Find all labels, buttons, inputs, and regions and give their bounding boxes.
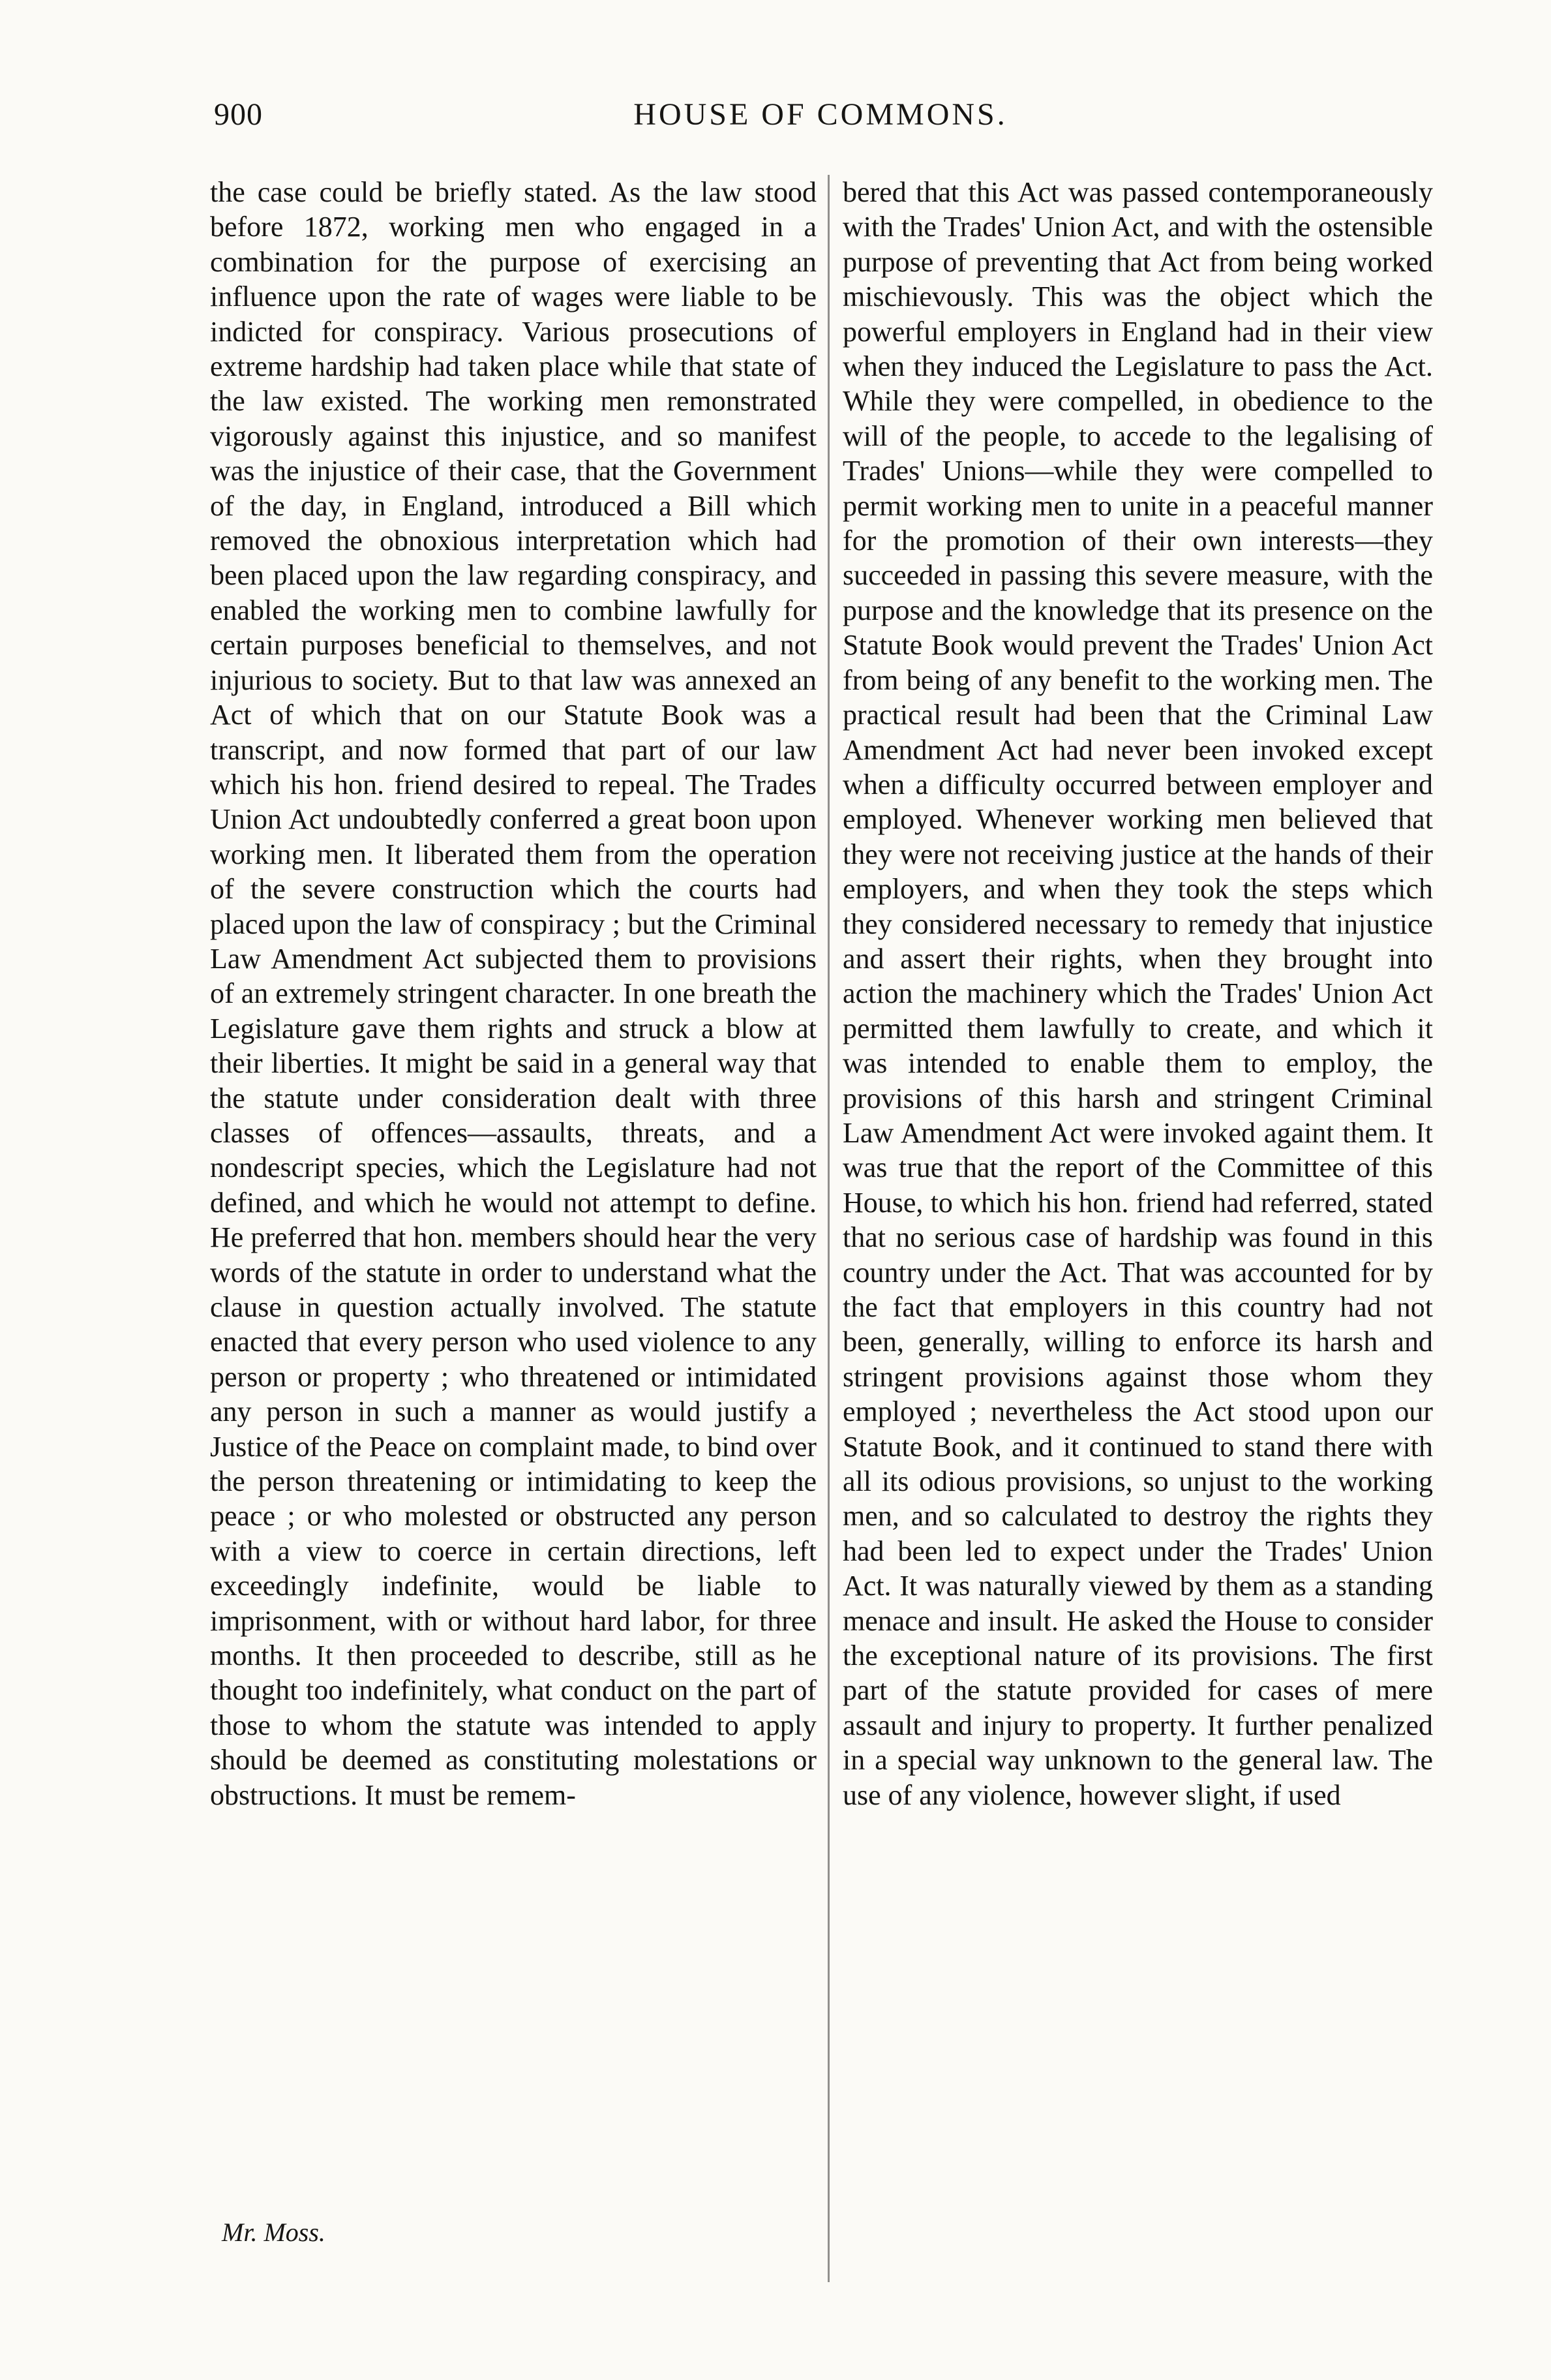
running-head: HOUSE OF COMMONS.	[633, 97, 1008, 132]
left-column-text: the case could be briefly stated. As the law stood before 1872, working men who engaged in a combination for the purpose of exercising an influence upon the rate of wages were liable to be indicted for conspiracy. Various prosecutions of extreme hardship had taken place while that state of the law existed. The working men remonstrated vigorously against this injustice, and so manifest was the injustice of their case, that the Government of the day, in England, introduced a Bill which removed the obnoxious interpretation which had been placed upon the law regarding conspiracy, and enabled the working men to combine lawfully for certain purposes beneficial to themselves, and not injurious to society. But to that law was annexed an Act of which that on our Statute Book was a transcript, and now formed that part of our law which his hon. friend desired to repeal. The Trades Union Act undoubtedly conferred a great boon upon working men. It liberated them from the operation of the severe construction which the courts had placed upon the law of conspiracy ; but the Criminal Law Amendment Act subjected them to provisions of an extremely stringent character. In one breath the Legislature gave them rights and struck a blow at their liberties. It might be said in a general way that the statute under consideration dealt with three classes of offences—assaults, threats, and a nondescript species, which the Legislature had not defined, and which he would not attempt to define. He preferred that hon. members should hear the very words of the statute in order to understand what the clause in question actually involved. The statute enacted that every person who used violence to any person or property ; who threatened or intimidated any person in such a manner as would justify a Justice of the Peace on complaint made, to bind over the person threatening or intimidating to keep the peace ; or who molested or obstructed any person with a view to coerce in certain directions, left exceedingly indefinite, would be liable to imprisonment, with or without hard labor, for three months. It then proceeded to describe, still as he thought too indefinitely, what conduct on the part of those to whom the statute was intended to apply should be deemed as constituting molestations or obstructions. It must be remem-	[210, 176, 817, 1811]
right-column	[843, 175, 1433, 2204]
left-column	[210, 175, 817, 2204]
page-header	[214, 97, 1427, 149]
page-number: 900	[214, 97, 263, 132]
speaker-footer: Mr. Moss.	[222, 2218, 325, 2247]
column-divider	[828, 175, 830, 2282]
right-column-text: bered that this Act was passed contemporaneously with the Trades' Union Act, and with the ostensible purpose of preventing that Act from being worked mischievously. This was the object which the powerful employers in England had in their view when they induced the Legislature to pass the Act. While they were compelled, in obedience to the will of the people, to accede to the legalising of Trades' Unions—while they were compelled to permit working men to unite in a peaceful manner for the promotion of their own interests—they succeeded in passing this severe measure, with the purpose and the knowledge that its presence on the Statute Book would prevent the Trades' Union Act from being of any benefit to the working men. The practical result had been that the Criminal Law Amendment Act had never been invoked except when a difficulty occurred between employer and employed. Whenever working men believed that they were not receiving justice at the hands of their employers, and when they took the steps which they considered necessary to remedy that injustice and assert their rights, when they brought into action the machinery which the Trades' Union Act permitted them lawfully to create, and which it was intended to enable them to employ, the provisions of this harsh and stringent Criminal Law Amendment Act were invoked againt them. It was true that the report of the Committee of this House, to which his hon. friend had referred, stated that no serious case of hardship was found in this country under the Act. That was accounted for by the fact that employers in this country had not been, generally, willing to enforce its harsh and stringent provisions against those whom they employed ; nevertheless the Act stood upon our Statute Book, and it continued to stand there with all its odious provisions, so unjust to the working men, and so calculated to destroy the rights they had been led to expect under the Trades' Union Act. It was naturally viewed by them as a standing menace and insult. He asked the House to consider the exceptional nature of its provisions. The first part of the statute provided for cases of mere assault and injury to property. It further penalized in a special way unknown to the general law. The use of any violence, however slight, if used	[843, 176, 1433, 1811]
